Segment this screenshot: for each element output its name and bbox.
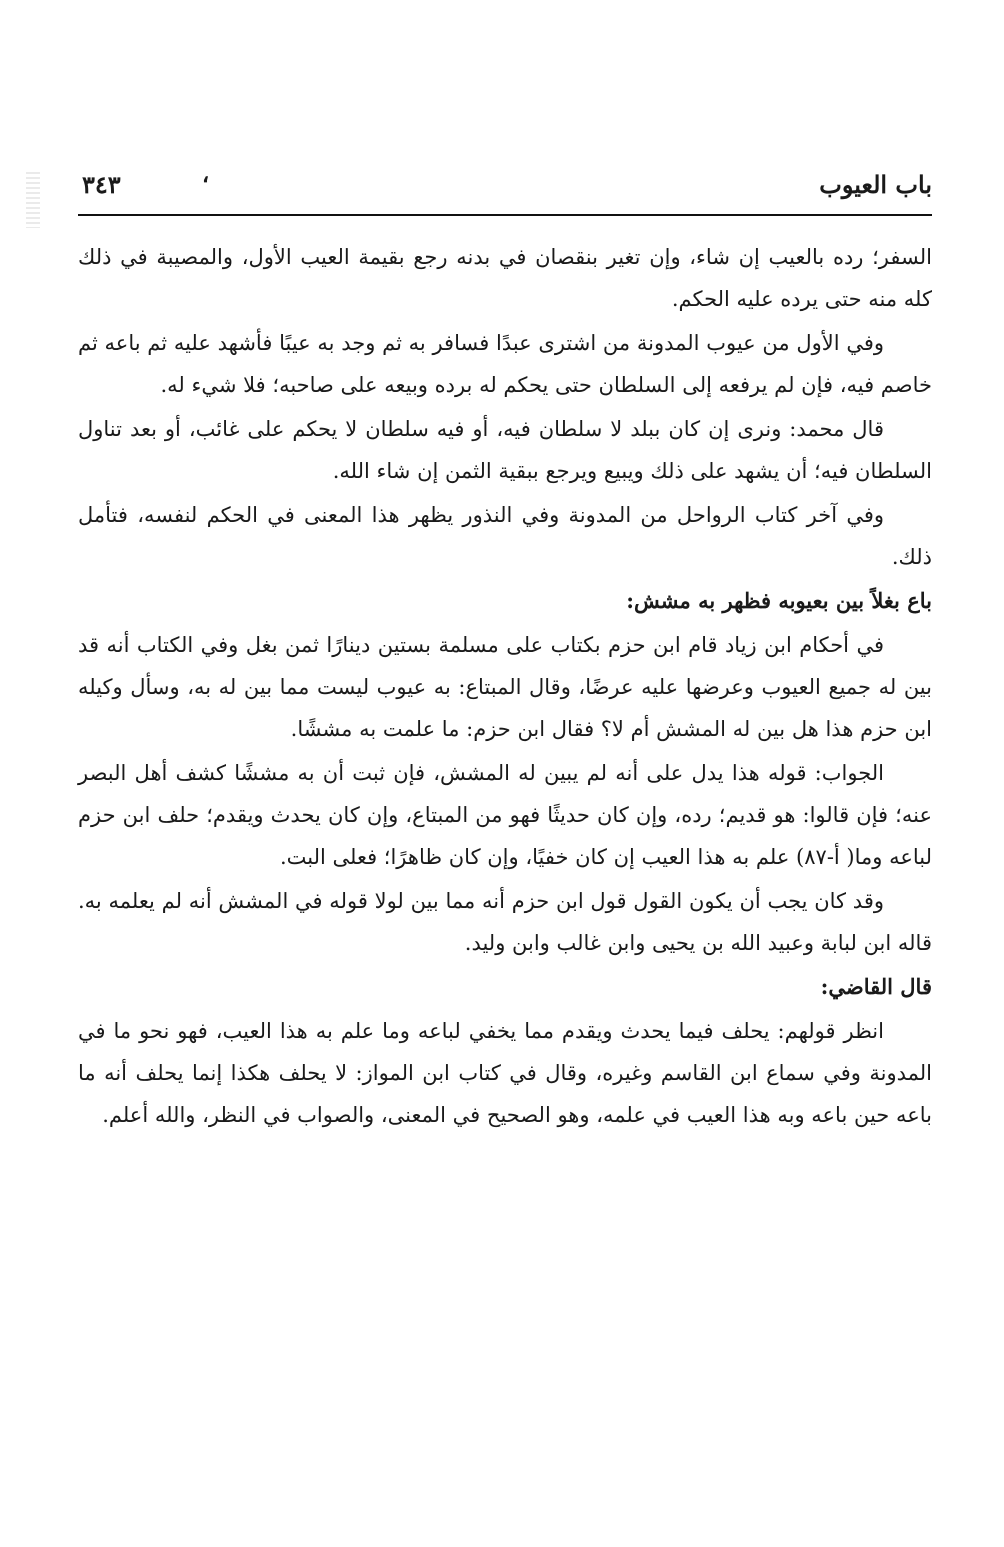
body-text [78,236,932,1138]
section-heading: قال القاضي: [820,974,932,999]
section-heading: باع بغلاً بين بعيوبه فظهر به مشش: [626,588,932,613]
paragraph: وفي الأول من عيوب المدونة من اشترى عبدًا فسافر به ثم وجد به عيبًا فأشهد عليه ثم باعه ثم خاصم فيه، فإن لم يرفعه إلى السلطان حتى يحكم له برده وبيعه على صاحبه؛ فلا شيء له. [78,331,932,397]
page-header [78,162,932,210]
page-number: ٣٤٣ [82,170,121,199]
paragraph: السفر؛ رده بالعيب إن شاء، وإن تغير بنقصان في بدنه رجع بقيمة العيب الأول، والمصيبة في ذلك كله منه حتى يرده عليه الحكم. [78,245,932,311]
paragraph: وفي آخر كتاب الرواحل من المدونة وفي النذور يظهر هذا المعنى في الحكم لنفسه، فتأمل ذلك. [78,503,932,569]
paragraph: في أحكام ابن زياد قام ابن حزم بكتاب على مسلمة بستين دينارًا ثمن بغل وفي الكتاب أنه قد بين له جميع العيوب وعرضها عليه عرضًا، وقال المبتاع: به عيوب ليست مما بين له به، وسأل وكيله ابن حزم هذا هل بين له المشش أم لا؟ فقال ابن حزم: ما علمت به مششًا. [78,633,932,741]
paragraph: انظر قولهم: يحلف فيما يحدث ويقدم مما يخفي لباعه وما علم به هذا العيب، فهو نحو ما في المدونة وفي سماع ابن القاسم وغيره، وقال في كتاب ابن المواز: لا يحلف هكذا إنما يحلف أنه ما باعه حين باعه وبه هذا العيب في علمه، وهو الصحيح في المعنى، والصواب في النظر، والله أعلم. [78,1019,932,1127]
marginal-mark: ، [202,162,210,188]
paragraph: الجواب: قوله هذا يدل على أنه لم يبين له المشش، فإن ثبت أن به مششًا كشف أهل البصر عنه؛ فإن قالوا: هو قديم؛ رده، وإن كان حديثًا فهو من المبتاع، وإن كان يحدث ويقدم؛ حلف ابن حزم لباعه وما( أ-٨٧) علم به هذا العيب إن كان خفيًا، وإن كان ظاهرًا؛ فعلى البت. [78,761,932,869]
running-title: باب العيوب [819,170,932,199]
scan-edge-artifact [26,172,40,228]
paragraph: قال محمد: ونرى إن كان ببلد لا سلطان فيه، أو فيه سلطان لا يحكم على غائب، أو بعد تناول السلطان فيه؛ أن يشهد على ذلك ويبيع ويرجع ببقية الثمن إن شاء الله. [78,417,932,483]
header-rule [78,214,932,216]
paragraph: وقد كان يجب أن يكون القول قول ابن حزم أنه مما بين لولا قوله في المشش أنه لم يعلمه به. قاله ابن لبابة وعبيد الله بن يحيى وابن غالب وابن وليد. [78,889,932,955]
